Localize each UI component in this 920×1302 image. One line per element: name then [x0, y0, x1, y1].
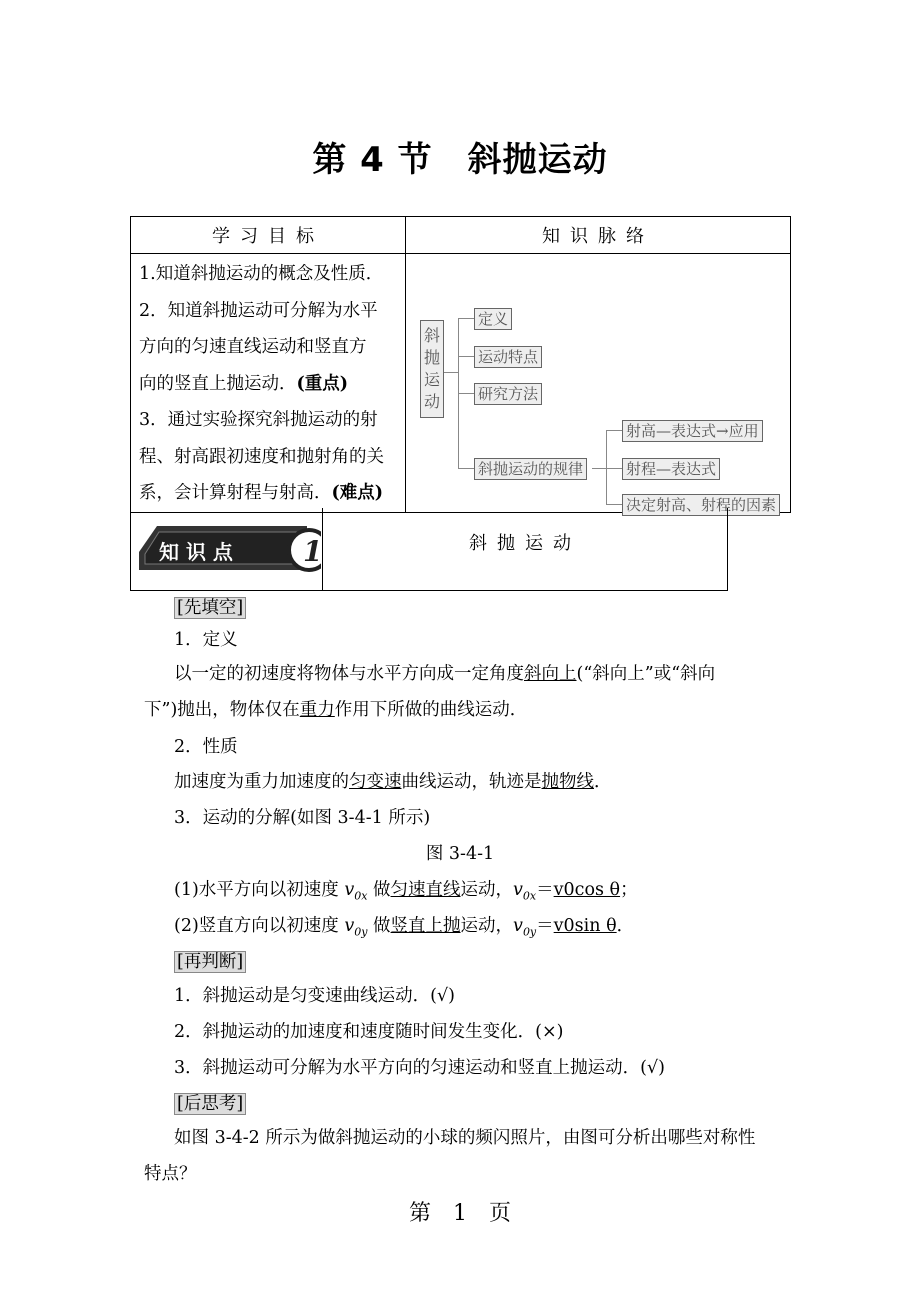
answer-blank: v0sin θ — [553, 916, 617, 936]
knowledge-point-header — [130, 508, 728, 591]
answer-blank: 抛物线 — [541, 772, 594, 792]
mindmap-cell — [406, 254, 791, 513]
knowledge-point-title: 斜抛运动 — [469, 533, 581, 554]
goal-line: 系，会计算射程与射高． — [139, 483, 332, 503]
header-learning-goals: 学习目标 — [131, 217, 406, 254]
judge-item: 3．斜抛运动可分解为水平方向的匀速运动和竖直上抛运动．(√) — [174, 1058, 665, 1078]
decomposition-vertical: (2)竖直方向以初速度 $v_{0y}$ 做竖直上抛运动，$v_{0y}=v0\sin$ θ． — [174, 916, 635, 939]
judge-item: 1．斜抛运动是匀变速曲线运动．(√) — [174, 986, 455, 1006]
section-tag-judge: [再判断] — [174, 951, 246, 973]
page-title: 第 4 节 斜抛运动 — [312, 140, 608, 180]
goals-cell — [131, 254, 406, 513]
answer-blank: 竖直上抛 — [390, 916, 461, 936]
mindmap-sub-branch: 决定射高、射程的因素 — [622, 494, 780, 516]
definition-line-2: 下”)抛出，物体仅在重力作用下所做的曲线运动． — [144, 700, 528, 720]
answer-blank: 重力 — [299, 700, 335, 720]
mindmap-branch: 运动特点 — [474, 346, 542, 368]
answer-blank: 匀变速 — [349, 772, 402, 792]
property-line: 加速度为重力加速度的匀变速曲线运动，轨迹是抛物线． — [174, 772, 612, 792]
goal-line: 2．知道斜抛运动可分解为水平 — [139, 300, 378, 321]
key-point-label: (重点) — [296, 373, 349, 394]
goal-line: 方向的匀速直线运动和竖直方 — [139, 337, 367, 357]
heading-property: 2．性质 — [174, 737, 238, 757]
mindmap-branch: 定义 — [474, 308, 512, 330]
heading-definition: 1．定义 — [174, 630, 238, 650]
goal-line: 程、射高跟初速度和抛射角的关 — [139, 446, 384, 467]
answer-blank: 斜向上 — [524, 664, 577, 684]
goal-line: 3．通过实验探究斜抛运动的射 — [139, 410, 378, 430]
knowledge-point-badge — [131, 508, 323, 590]
think-question-line-1: 如图 3-4-2 所示为做斜抛运动的小球的频闪照片，由图可分析出哪些对称性 — [174, 1128, 756, 1148]
section-tag-fill-in: [先填空] — [174, 597, 246, 619]
definition-line-1: 以一定的初速度将物体与水平方向成一定角度斜向上(“斜向上”或“斜向 — [174, 664, 716, 684]
figure-caption: 图 3-4-1 — [425, 844, 495, 864]
answer-blank: 匀速直线 — [390, 880, 461, 900]
header-knowledge-map: 知识脉络 — [406, 217, 791, 254]
think-question-line-2: 特点？ — [144, 1164, 197, 1184]
objectives-table — [130, 216, 791, 513]
section-tag-think: [后思考] — [174, 1093, 246, 1115]
knowledge-mindmap — [406, 254, 790, 514]
decomposition-horizontal: (1)水平方向以初速度 $v_{0x}$ 做匀速直线运动，$v_{0x}=v0\cos$ θ； — [174, 880, 638, 903]
mindmap-branch: 研究方法 — [474, 383, 542, 405]
answer-blank: v0cos θ — [553, 880, 621, 900]
mindmap-root: 斜抛运动 — [420, 320, 444, 418]
mindmap-branch: 斜抛运动的规律 — [474, 458, 587, 480]
goal-line: 向的竖直上抛运动． — [139, 373, 297, 394]
difficulty-label: (难点) — [331, 483, 384, 503]
mindmap-sub-branch: 射高—表达式→应用 — [622, 420, 763, 442]
heading-decomposition: 3．运动的分解(如图 3-4-1 所示) — [174, 808, 431, 828]
badge-number: 1 — [303, 535, 321, 568]
goal-line: 1.知道斜抛运动的概念及性质． — [139, 264, 384, 284]
page-number: 第 1 页 — [409, 1201, 511, 1226]
mindmap-sub-branch: 射程—表达式 — [622, 458, 720, 480]
judge-item: 2．斜抛运动的加速度和速度随时间发生变化．(×) — [174, 1022, 564, 1042]
badge-label: 知 识 点 — [159, 540, 233, 564]
badge-graphic — [131, 508, 321, 588]
